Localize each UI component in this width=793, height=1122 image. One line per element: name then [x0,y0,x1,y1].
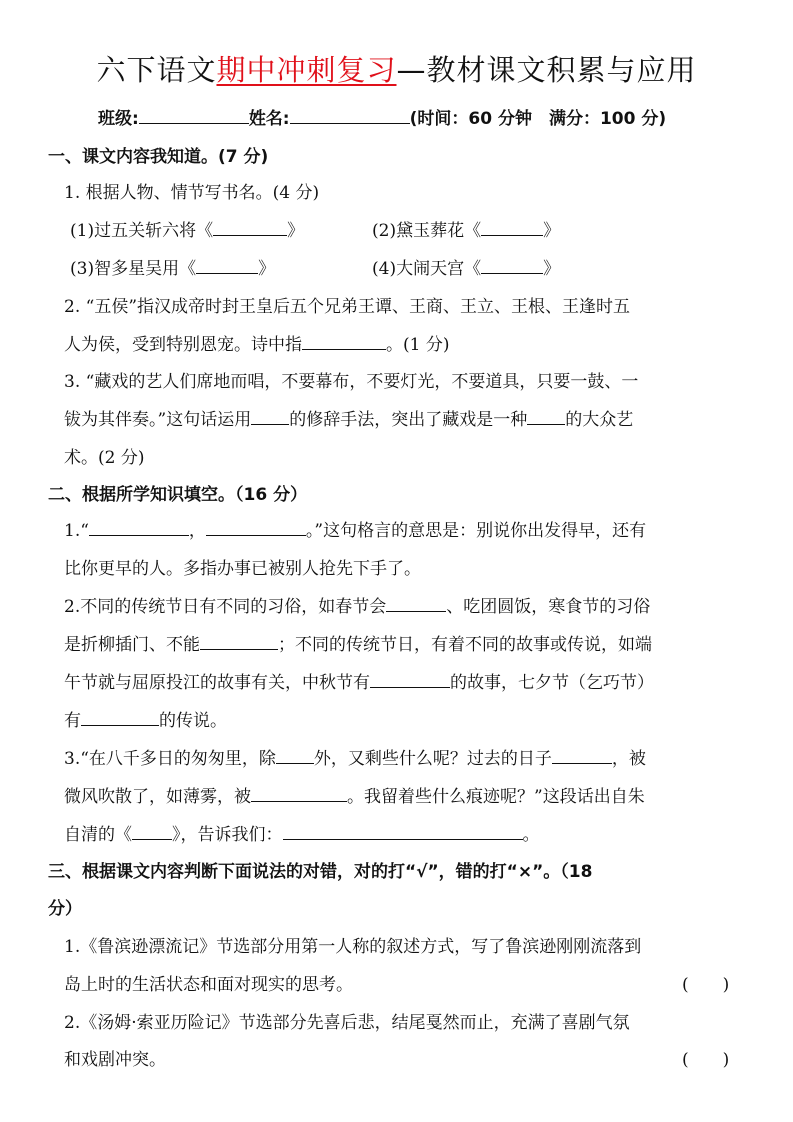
answer-blank[interactable] [481,219,543,236]
answer-blank[interactable] [386,595,446,612]
s1-q3-line-3: 术。(2 分) [64,448,145,468]
page-title [0,48,793,89]
s2-q1-line-2: 比你更早的人。多指办事已被别人抢先下手了。 [64,559,421,579]
section-1-heading: 一、课文内容我知道。(7 分) [48,147,269,167]
answer-blank[interactable] [89,519,189,536]
s1-q2-line-2: 人为侯，受到特别恩宠。诗中指 。(1 分) [64,335,450,355]
section-2-heading: 二、根据所学知识填空。（16 分） [48,485,308,505]
s2-q1-line-1: 1.“ ， 。”这句格言的意思是：别说你出发得早，还有 [64,521,647,541]
s3-q1-line-2: 岛上时的生活状态和面对现实的思考。 [64,975,353,995]
answer-blank[interactable] [552,747,612,764]
answer-blank[interactable] [283,823,523,840]
answer-blank[interactable] [370,671,450,688]
s1-q1-item-1: (1)过五关斩六将《 》 [70,221,305,241]
class-label: 班级: [98,109,139,129]
section-3-heading-cont: 分） [48,899,82,919]
judge-answer-box[interactable]: ( ) [682,1050,730,1070]
s2-q2-line-1: 2.不同的传统节日有不同的习俗，如春节会 、吃团圆饭，寒食节的习俗 [64,597,651,617]
s1-q2-line-1: 2. “五侯”指汉成帝时封王皇后五个兄弟王谭、王商、王立、王根、王逢时五 [64,297,631,317]
s3-q2-line-1: 2.《汤姆·索亚历险记》节选部分先喜后悲，结尾戛然而止，充满了喜剧气氛 [64,1013,630,1033]
title-prefix: 六下语文 [96,53,217,87]
answer-blank[interactable] [81,709,159,726]
s2-q2-line-4: 有 的传说。 [64,711,227,731]
s1-q1: 1. 根据人物、情节写书名。(4 分) [64,183,320,203]
s1-q1-item-4: (4)大闹天宫《 》 [372,259,561,279]
s2-q2-line-2: 是折柳插门、不能 ；不同的传统节日，有着不同的故事或传说，如端 [64,635,652,655]
s1-q1-item-2: (2)黛玉葬花《 》 [372,221,561,241]
answer-blank[interactable] [251,785,347,802]
s1-q3-line-1: 3. “藏戏的艺人们席地而唱，不要幕布，不要灯光，不要道具，只要一鼓、一 [64,372,639,392]
exam-meta: (时间：60 分钟 满分：100 分) [409,109,667,129]
s2-q3-line-3: 自清的《 》，告诉我们： 。 [64,825,540,845]
answer-blank[interactable] [527,408,565,425]
answer-blank[interactable] [481,257,543,274]
answer-blank[interactable] [302,333,386,350]
title-suffix: —教材课文积累与应用 [396,53,697,87]
section-3-heading: 三、根据课文内容判断下面说法的对错，对的打“√”，错的打“×”。（18 [48,862,593,882]
answer-blank[interactable] [196,257,258,274]
s1-q1-item-3: (3)智多星吴用《 》 [70,259,276,279]
s2-q3-line-2: 微风吹散了，如薄雾，被 。我留着些什么痕迹呢？”这段话出自朱 [64,787,645,807]
title-highlight: 期中冲刺复习 [216,53,397,87]
answer-blank[interactable] [251,408,289,425]
s3-q2-line-2: 和戏剧冲突。 [64,1050,166,1070]
name-blank[interactable] [290,105,410,124]
answer-blank[interactable] [276,747,314,764]
answer-blank[interactable] [206,519,306,536]
student-info-line [98,104,666,129]
answer-blank[interactable] [213,219,287,236]
class-blank[interactable] [139,105,249,124]
answer-blank[interactable] [132,823,172,840]
s2-q2-line-3: 午节就与屈原投江的故事有关，中秋节有 的故事，七夕节（乞巧节） [64,673,654,693]
s3-q1-line-1: 1.《鲁滨逊漂流记》节选部分用第一人称的叙述方式，写了鲁滨逊刚刚流落到 [64,937,642,957]
s2-q3-line-1: 3.“在八千多日的匆匆里，除 外，又剩些什么呢？过去的日子 ，被 [64,749,646,769]
s1-q3-line-2: 钹为其伴奏。”这句话运用 的修辞手法，突出了藏戏是一种 的大众艺 [64,410,634,430]
answer-blank[interactable] [200,633,278,650]
name-label: 姓名: [248,109,290,129]
judge-answer-box[interactable]: ( ) [682,975,730,995]
